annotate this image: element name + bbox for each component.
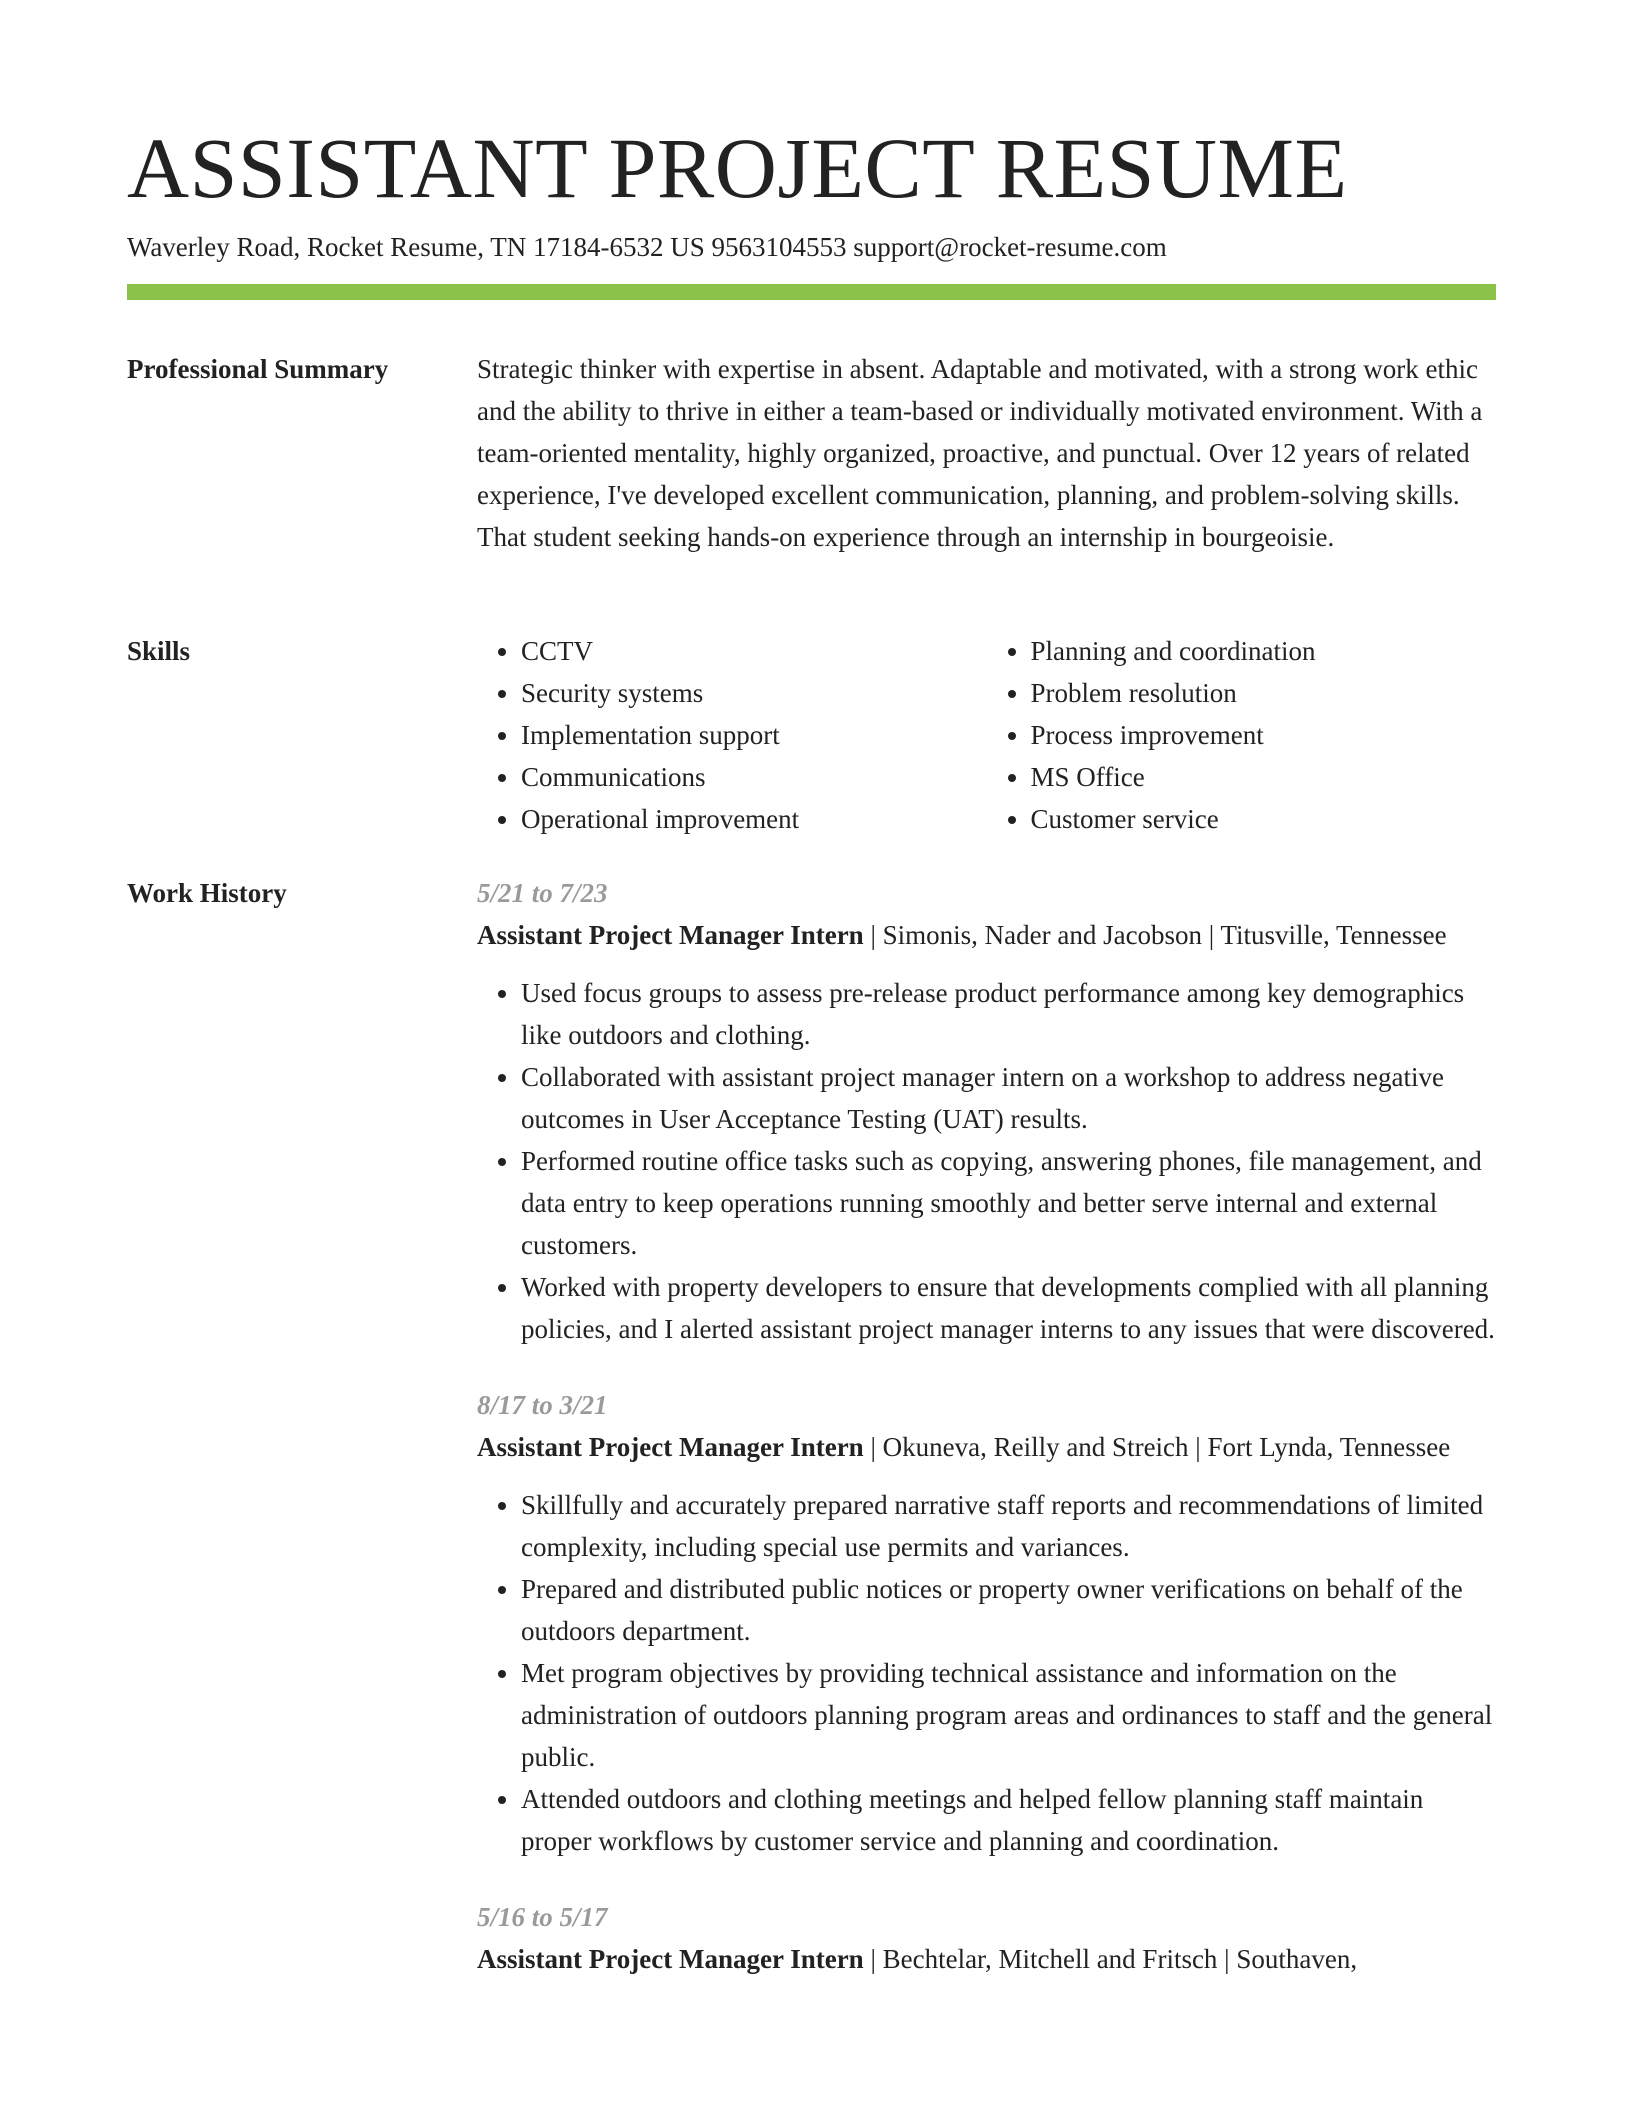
skills-body xyxy=(477,630,1496,840)
job-bullet: • Collaborated with assistant project manager intern on a workshop to address negative outcomes in User Acceptance Testing (UAT) results. xyxy=(521,1056,1496,1140)
skill-item: • MS Office xyxy=(1031,756,1497,798)
job-heading xyxy=(477,1938,1496,1980)
job-bullet: • Worked with property developers to ensure that developments complied with all planning policies, and I alerted assistant project manager interns to any issues that were discovered. xyxy=(521,1266,1496,1350)
work-history-heading: Work History xyxy=(127,878,287,908)
skills-heading: Skills xyxy=(127,636,191,666)
job-title: Assistant Project Manager Intern xyxy=(477,1432,864,1462)
job-bullets xyxy=(477,972,1496,1350)
work-history-body xyxy=(477,872,1496,2014)
job-entry xyxy=(477,872,1496,1350)
job-entry xyxy=(477,1896,1496,1980)
resume-title: ASSISTANT PROJECT RESUME xyxy=(127,120,1348,216)
summary-heading: Professional Summary xyxy=(127,354,389,384)
job-employer-location: | Simonis, Nader and Jacobson | Titusville, Tennessee xyxy=(863,920,1447,950)
skill-item: • Planning and coordination xyxy=(1031,630,1497,672)
job-bullet: • Attended outdoors and clothing meetings and helped fellow planning staff maintain proper workflows by customer service and planning and coordination. xyxy=(521,1778,1496,1862)
job-heading xyxy=(477,1426,1496,1468)
job-bullet: • Skillfully and accurately prepared narrative staff reports and recommendations of limited complexity, including special use permits and variances. xyxy=(521,1484,1496,1568)
skill-item: • Communications xyxy=(521,756,987,798)
skill-item: • Process improvement xyxy=(1031,714,1497,756)
skill-item: • CCTV xyxy=(521,630,987,672)
job-employer-location: | Bechtelar, Mitchell and Fritsch | Southaven, xyxy=(863,1944,1358,1974)
contact-line: Waverley Road, Rocket Resume, TN 17184-6532 US 9563104553 support@rocket-resume.com xyxy=(127,232,1167,262)
job-bullets xyxy=(477,1484,1496,1862)
summary-body xyxy=(477,348,1496,558)
skills-list-right xyxy=(987,630,1497,840)
skill-item: • Implementation support xyxy=(521,714,987,756)
job-bullet: • Prepared and distributed public notices or property owner verifications on behalf of the outdoors department. xyxy=(521,1568,1496,1652)
skill-item: • Operational improvement xyxy=(521,798,987,840)
header-divider xyxy=(127,284,1496,300)
job-dates: 5/16 to 5/17 xyxy=(477,1902,608,1932)
job-bullet: • Met program objectives by providing technical assistance and information on the administration of outdoors planning program areas and ordinances to staff and the general public. xyxy=(521,1652,1496,1778)
job-dates: 8/17 to 3/21 xyxy=(477,1390,608,1420)
job-title: Assistant Project Manager Intern xyxy=(477,920,864,950)
job-employer-location: | Okuneva, Reilly and Streich | Fort Lynda, Tennessee xyxy=(863,1432,1451,1462)
job-dates: 5/21 to 7/23 xyxy=(477,878,608,908)
job-entry xyxy=(477,1384,1496,1862)
skill-item: • Problem resolution xyxy=(1031,672,1497,714)
skill-item: • Security systems xyxy=(521,672,987,714)
job-title: Assistant Project Manager Intern xyxy=(477,1944,864,1974)
job-heading xyxy=(477,914,1496,956)
job-bullet: • Performed routine office tasks such as copying, answering phones, file management, and data entry to keep operations running smoothly and better serve internal and external customers. xyxy=(521,1140,1496,1266)
summary-text: Strategic thinker with expertise in absent. Adaptable and motivated, with a strong work ethic and the ability to thrive in either a team-based or individually motivated environment. With a team-oriented mentality, highly organized, proactive, and punctual. Over 12 years of related experience, I've developed excellent communication, planning, and problem-solving skills. That student seeking hands-on experience through an internship in bourgeoisie. xyxy=(477,354,1483,552)
skill-item: • Customer service xyxy=(1031,798,1497,840)
skills-list-left xyxy=(477,630,987,840)
job-bullet: • Used focus groups to assess pre-release product performance among key demographics like outdoors and clothing. xyxy=(521,972,1496,1056)
